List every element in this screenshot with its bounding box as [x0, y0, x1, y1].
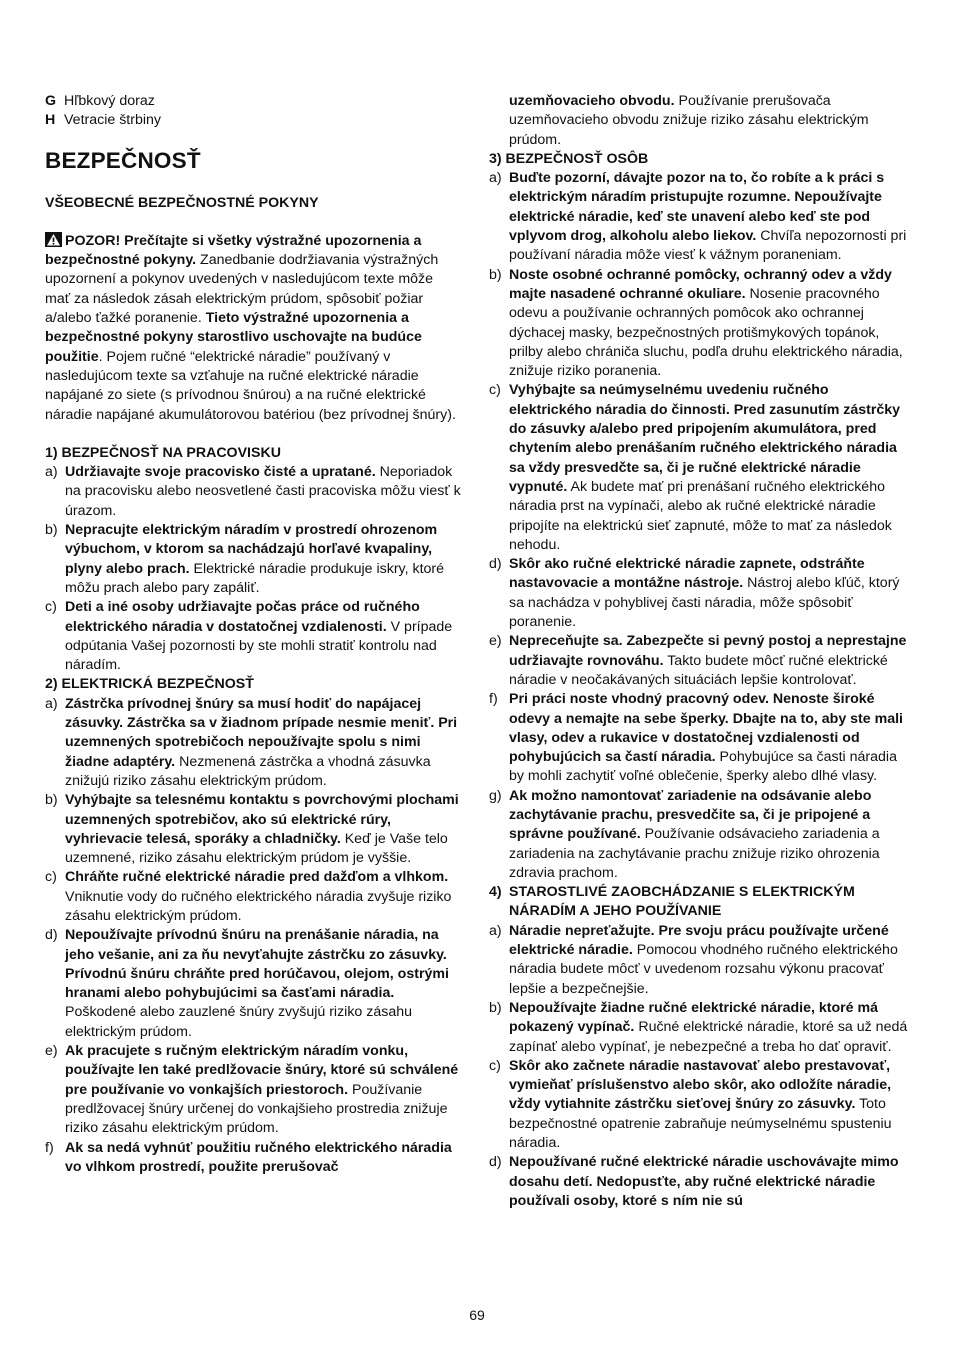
- sec1-item-b: [45, 521, 461, 598]
- item-text: Vyhýbajte sa neúmyselnému uvedeniu ručného elektrického náradia do činnosti. Pred zasunutím zástrčky do zásuvky a/alebo pred pripojením akumulátora, pred chytením alebo prenášaním ručného elektrického náradia sa vždy presvedčte sa, či je ručné elektrické náradie vypnuté. Ak budete mať pri prenášaní ručného elektrického náradia prst na vypínači, alebo ak ručné elektrické náradie pripojíte na elektrickú sieť zapnuté, môže to mať za následok nehodu.: [509, 382, 901, 553]
- item-text: Nepoužívané ručné elektrické náradie uschovávajte mimo dosahu detí. Nedopusťte, aby ručné elektrické náradie používali osoby, ktoré s ním nie sú: [509, 1154, 899, 1209]
- sec3-item-g: [489, 787, 911, 883]
- sec2-item-a: [45, 695, 461, 791]
- section-1-list: [45, 463, 461, 675]
- section-3-list: [489, 169, 911, 883]
- item-text: Nepoužívajte prívodnú šnúru na prenášanie náradia, na jeho vešanie, ani za ňu nevyťahujte zástrčku zo zásuvky. Prívodnú šnúru chráňte pred horúčavou, olejom, ostrými hranami alebo pohybujúcimi sa časťami náradia. Poškodené alebo zauzlené šnúry zvyšujú riziko zásahu elektrickým prúdom.: [65, 927, 449, 1040]
- item-label: b): [489, 999, 502, 1016]
- section-2-heading: 2) ELEKTRICKÁ BEZPEČNOSŤ: [45, 676, 254, 693]
- section-2-list: [45, 695, 461, 1177]
- section-4-list: [489, 922, 911, 1211]
- warning-triangle-icon: [45, 232, 62, 247]
- sec3-item-e: [489, 632, 911, 690]
- sec3-item-c: [489, 381, 911, 555]
- legend-item-g: G Hľbkový doraz: [45, 93, 155, 109]
- item-text: Nepracujte elektrickým náradím v prostredí ohrozenom výbuchom, v ktorom sa nachádzajú horľavé kvapaliny, plyny alebo prach. Elektrické náradie produkuje iskry, ktoré môžu prach alebo pary zapáliť.: [65, 522, 445, 596]
- sec4-item-b: [489, 999, 911, 1057]
- sec2-item-b: [45, 791, 461, 868]
- item-label: c): [45, 869, 57, 886]
- item-text: Zástrčka prívodnej šnúry sa musí hodiť do napájacej zásuvky. Zástrčka sa v žiadnom prípade nesmie meniť. Pri uzemnených spotrebičoch nepoužívajte spolu s nimi žiadne adaptéry. Nezmenená zástrčka a vhodná zásuvka znižujú riziko zásahu elektrickým prúdom.: [65, 695, 458, 789]
- right-column: [489, 92, 911, 1211]
- page-title: BEZPEČNOSŤ: [45, 147, 201, 173]
- item-text: Ak pracujete s ručným elektrickým náradím vonku, používajte len také predlžovacie šnúry, ktoré sú schválené pre používanie vo vonkajších priestoroch. Používanie predlžovacej šnúry určenej do vonkajšieho prostredia znižuje riziko zásahu elektrickým prúdom.: [65, 1043, 459, 1137]
- sec1-item-a: [45, 463, 461, 521]
- item-text: Náradie nepreťažujte. Pre svoju prácu používajte určené elektrické náradie. Pomocou vhodného ručného elektrického náradia budete môcť v uvedenom rozsahu výkonu pracovať lepšie a bezpečnejšie.: [509, 922, 898, 997]
- item-text: Pri práci noste vhodný pracovný odev. Nenoste široké odevy a nemajte na sebe šperky. Dbajte na to, aby ste mali vlasy, odev a rukavice v dostatočnej vzdialenosti od pohybujúcich sa častí náradia. Pohybujúce sa časti náradia by mohli zachytiť voľné oblečenie, šperky alebo dlhé vlasy.: [509, 691, 903, 785]
- item-text: Chráňte ručné elektrické náradie pred dažďom a vlhkom. Vniknutie vody do ručného elektrického náradia zvyšuje riziko zásahu elektrickým prúdom.: [65, 869, 452, 924]
- sec2-item-d: [45, 926, 461, 1042]
- sec4-item-c: [489, 1057, 911, 1153]
- item-label: c): [489, 382, 501, 399]
- sec1-item-c: [45, 598, 461, 675]
- sec3-item-b: [489, 266, 911, 382]
- section-1-heading: 1) BEZPEČNOSŤ NA PRACOVISKU: [45, 444, 281, 461]
- section-4-heading: 4) STAROSTLIVÉ ZAOBCHÁDZANIE S ELEKTRICKÝM NÁRADÍM A JEHO POUŽÍVANIE: [489, 884, 855, 920]
- section-2-item-f-continuation: uzemňovacieho obvodu. Používanie prerušovača uzemňovacieho obvodu znižuje riziko zásahu elektrickým prúdom.: [509, 93, 869, 148]
- section-3-heading: 3) BEZPEČNOSŤ OSÔB: [489, 150, 649, 167]
- item-label: g): [489, 787, 502, 804]
- item-text: Nepoužívajte žiadne ručné elektrické náradie, ktoré má pokazený vypínač. Ručné elektrické náradie, ktoré sa už nedá zapínať alebo vypínať, je nebezpečné a treba ho dať opraviť.: [509, 999, 908, 1055]
- warning-paragraph: POZOR! Prečítajte si všetky výstražné upozornenia a bezpečnostné pokyny. Zanedbanie dodržiavania výstražných upozornení a pokynov uvedených v nasledujúcom texte môže mať za následok zásah elektrickým prúdom, spôsobiť požiar a/alebo ťažké poranenie. Tieto výstražné upozornenia a bezpečnostné pokyny starostlivo uschovajte na budúce použitie. Pojem ručné “elektrické náradie” používaný v nasledujúcom texte sa vzťahuje na ručné elektrické náradie napájané zo siete (s prívodnou šnúrou) a na ručné elektrické náradie napájané akumulátorovou batériou (bez prívodnej šnúry).: [45, 232, 456, 423]
- item-label: c): [489, 1057, 501, 1074]
- general-safety-heading: VŠEOBECNÉ BEZPEČNOSTNÉ POKYNY: [45, 194, 319, 211]
- item-text: Ak sa nedá vyhnúť použitiu ručného elektrického náradia vo vlhkom prostredí, použite prerušovač: [65, 1139, 452, 1175]
- item-text: Udržiavajte svoje pracovisko čisté a upratané. Neporiadok na pracovisku alebo neosvetlené časti pracoviska môžu viesť k úrazom.: [65, 464, 461, 519]
- item-label: a): [45, 464, 58, 481]
- item-text: Nepreceňujte sa. Zabezpečte si pevný postoj a neprestajne udržiavajte rovnováhu. Takto budete môcť ručné elektrické náradie v neočakávaných situáciách lepšie kontrolovať.: [509, 633, 907, 688]
- item-label: b): [489, 266, 502, 283]
- item-label: f): [45, 1139, 54, 1156]
- sec3-item-d: [489, 555, 911, 632]
- item-text: Vyhýbajte sa telesnému kontaktu s povrchovými plochami uzemnených spotrebičov, ako sú elektrické rúry, vyhrievacie telesá, sporáky a chladničky. Keď je Vaše telo uzemnené, riziko zásahu elektrickým prúdom je vyššie.: [65, 792, 459, 867]
- item-label: b): [45, 792, 58, 809]
- legend: [45, 92, 461, 131]
- item-label: b): [45, 522, 58, 539]
- page-number: 69: [469, 1307, 485, 1323]
- item-text: Skôr ako začnete náradie nastavovať alebo prestavovať, vymieňať príslušenstvo alebo skôr, ako odložíte náradie, vždy vytiahnite zástrčku sieťovej šnúry zo zásuvky. Toto bezpečnostné opatrenie zabraňuje neúmyselnému spusteniu náradia.: [509, 1057, 892, 1152]
- left-column: [45, 92, 461, 1177]
- sec2-item-f: [45, 1139, 461, 1178]
- item-label: e): [489, 633, 502, 650]
- sec3-item-a: [489, 169, 911, 265]
- item-label: d): [489, 1154, 502, 1171]
- item-text: Deti a iné osoby udržiavajte počas práce od ručného elektrického náradia v dostatočnej vzdialenosti. V prípade odpútania Vašej pozornosti by ste mohli stratiť kontrolu nad náradím.: [65, 599, 453, 674]
- item-label: f): [489, 691, 498, 708]
- sec2-item-e: [45, 1042, 461, 1138]
- item-text: Noste osobné ochranné pomôcky, ochranný odev a vždy majte nasadené ochranné okuliare. Nosenie pracovného odevu a používanie ochranných pomôcok ako ochrannej dýchacej masky, bezpečnostných protišmykových topánok, prilby alebo chrániča sluchu, podľa druhu elektrického náradia, znižuje riziko poranenia.: [509, 266, 903, 380]
- item-text: Buďte pozorní, dávajte pozor na to, čo robíte a k práci s elektrickým náradím pristupujte rozumne. Nepoužívajte elektrické náradie, keď ste unavení alebo keď ste pod vplyvom drog, alkoholu alebo liekov. Chvíľa nepozornosti pri používaní náradia môže viesť k vážnym poraneniam.: [509, 170, 907, 264]
- item-label: a): [489, 170, 502, 187]
- item-label: c): [45, 599, 57, 616]
- legend-item-h: H Vetracie štrbiny: [45, 112, 161, 129]
- item-label: d): [45, 927, 58, 944]
- sec4-item-d: [489, 1153, 911, 1211]
- item-label: a): [489, 922, 502, 939]
- item-label: a): [45, 695, 58, 712]
- sec4-item-a: [489, 922, 911, 999]
- item-text: Ak možno namontovať zariadenie na odsávanie alebo zachytávanie prachu, presvedčite sa, či je pripojené a správne používané. Používanie odsávacieho zariadenia a zariadenia na zachytávanie prachu znižuje riziko ohrozenia zdravia prachom.: [509, 787, 880, 881]
- item-text: Skôr ako ručné elektrické náradie zapnete, odstráňte nastavovacie a montážne nástroje. Nástroj alebo kľúč, ktorý sa nachádza v pohyblivej časti náradia, môže spôsobiť poranenie.: [509, 556, 900, 631]
- item-label: d): [489, 556, 502, 573]
- sec2-item-c: [45, 868, 461, 926]
- item-label: e): [45, 1043, 58, 1060]
- sec3-item-f: [489, 690, 911, 786]
